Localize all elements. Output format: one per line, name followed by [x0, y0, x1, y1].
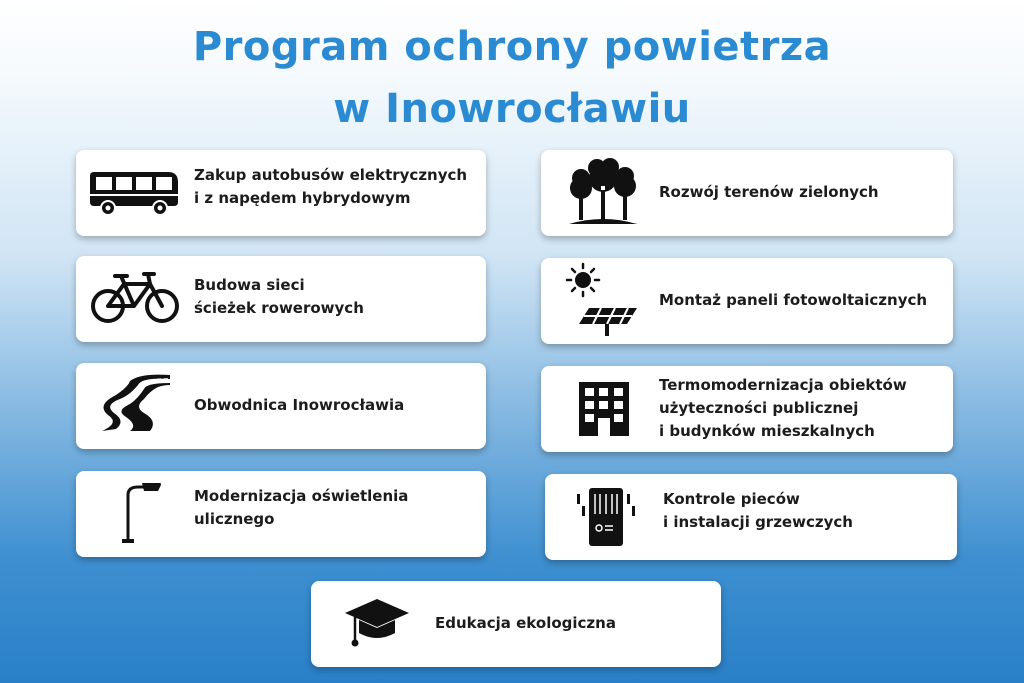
card-label-line: ulicznego	[194, 510, 275, 528]
card-label-line: i instalacji grzewczych	[663, 513, 853, 531]
graduation-cap-icon	[343, 593, 411, 653]
card-eco-education	[311, 581, 721, 667]
card-label-line: Obwodnica Inowrocławia	[194, 396, 405, 414]
card-solar-panels	[541, 258, 953, 344]
card-bypass	[76, 363, 486, 449]
card-label-line: Rozwój terenów zielonych	[659, 183, 879, 201]
card-label-line: i budynków mieszkalnych	[659, 422, 875, 440]
heater-icon	[573, 484, 639, 550]
card-label-line: Montaż paneli fotowoltaicznych	[659, 291, 928, 309]
card-label-line: Budowa sieci	[194, 276, 305, 294]
card-label-line: Edukacja ekologiczna	[435, 614, 616, 632]
card-label-line: Kontrole pieców	[663, 490, 800, 508]
page-title-line-1: Program ochrony powietrza	[192, 24, 832, 70]
road-icon	[100, 373, 174, 433]
street-lamp-icon	[114, 481, 164, 545]
page-title-line-2: w Inowrocławiu	[333, 86, 691, 132]
card-label-line: Modernizacja oświetlenia	[194, 487, 409, 505]
card-thermomodernization	[541, 366, 953, 452]
card-street-lighting	[76, 471, 486, 557]
card-electric-buses	[76, 150, 486, 236]
solar-panel-icon	[565, 262, 641, 338]
trees-icon	[567, 156, 639, 228]
card-label-line: i z napędem hybrydowym	[194, 189, 411, 207]
card-label-line: Termomodernizacja obiektów	[659, 376, 907, 394]
card-furnace-inspection	[545, 474, 957, 560]
card-label-line: Zakup autobusów elektrycznych	[194, 166, 468, 184]
card-bike-paths	[76, 256, 486, 342]
bus-icon	[88, 168, 180, 216]
building-icon	[577, 380, 631, 438]
bicycle-icon	[90, 270, 182, 326]
card-label-line: ścieżek rowerowych	[194, 299, 364, 317]
card-green-areas	[541, 150, 953, 236]
card-label-line: użyteczności publicznej	[659, 399, 859, 417]
